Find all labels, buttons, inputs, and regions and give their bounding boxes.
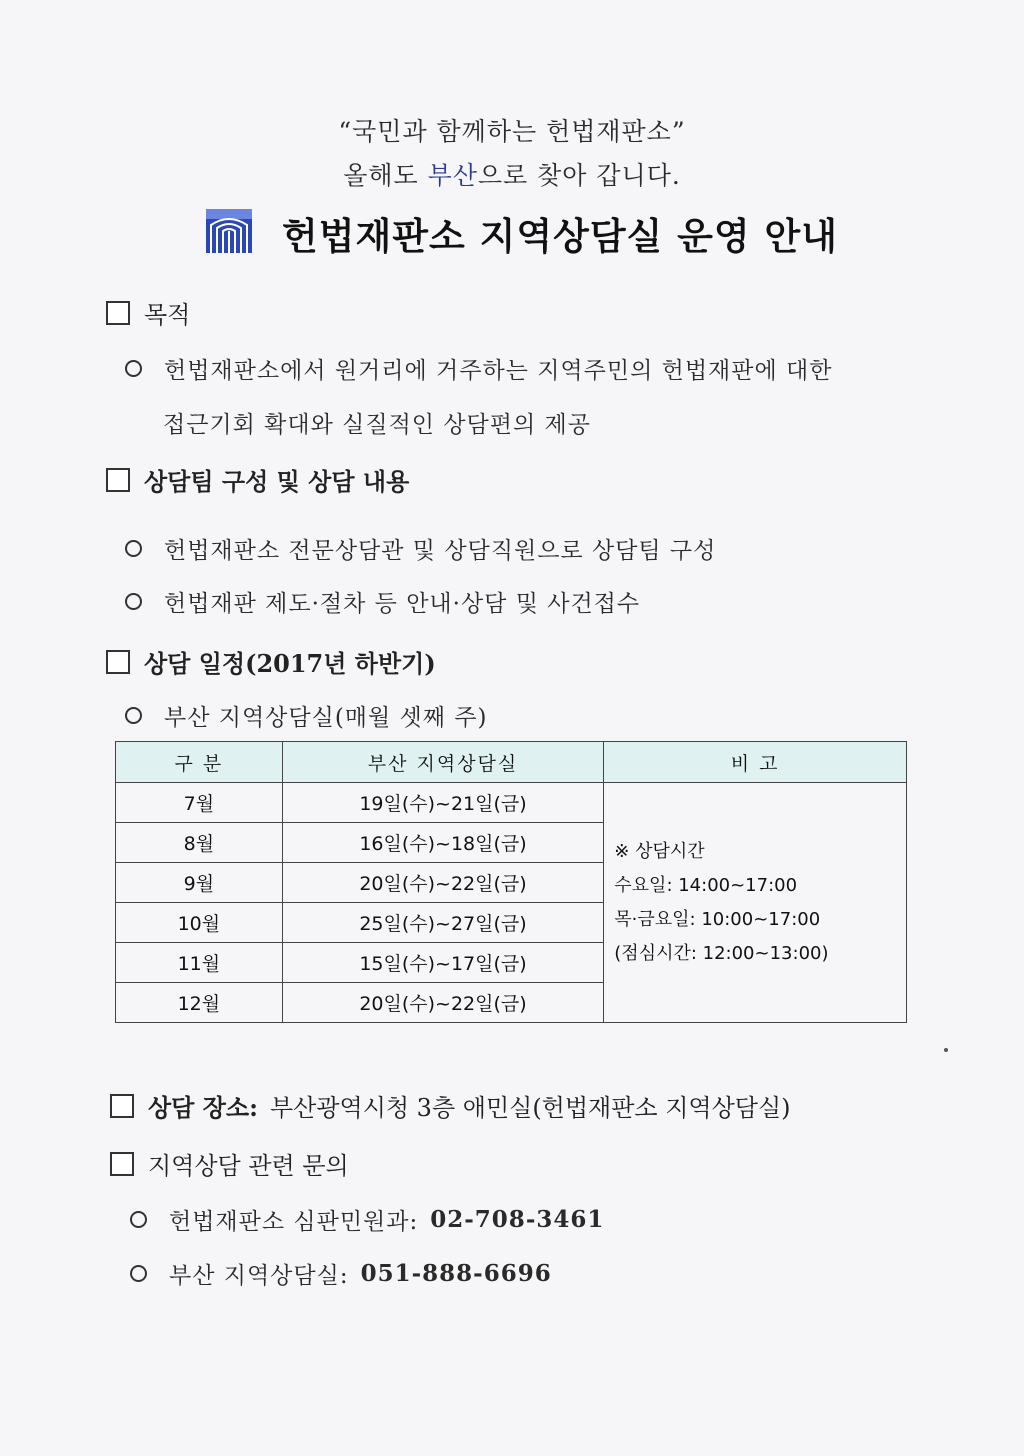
month-cell: 7월 <box>116 783 283 823</box>
circle-bullet-icon <box>130 1211 147 1228</box>
contact-phone: 02-708-3461 <box>430 1206 605 1233</box>
subtitle-after: 으로 찾아 갑니다. <box>477 161 681 190</box>
dates-cell: 25일(수)~27일(금) <box>282 903 604 943</box>
note-title: ※ 상담시간 <box>614 840 705 862</box>
circle-bullet-icon <box>125 360 142 377</box>
purpose-line2: 접근기회 확대와 실질적인 상담편의 제공 <box>163 412 591 438</box>
checkbox-icon <box>106 301 130 325</box>
section-schedule-heading: 상담 일정(2017년 하반기) <box>144 649 436 678</box>
schedule-sub <box>125 699 488 732</box>
month-cell: 9월 <box>116 863 283 903</box>
column-header: 비 고 <box>604 742 907 783</box>
section-team <box>106 462 409 497</box>
note-line: 목·금요일: 10:00~17:00 <box>614 908 821 930</box>
column-header: 부산 지역상담실 <box>282 742 604 783</box>
title-text: 헌법재판소 지역상담실 운영 안내 <box>282 215 839 258</box>
location-label: 상담 장소: <box>148 1093 258 1122</box>
table-row <box>116 783 907 823</box>
circle-bullet-icon <box>125 593 142 610</box>
team-item-text: 헌법재판 제도·절차 등 안내·상담 및 사건접수 <box>164 591 641 617</box>
contact-item <box>130 1257 552 1290</box>
dates-cell: 19일(수)~21일(금) <box>282 783 604 823</box>
contact-item <box>130 1203 604 1236</box>
page-title <box>206 205 838 261</box>
scan-speck <box>944 1048 948 1052</box>
location-value: 부산광역시청 3층 애민실(헌법재판소 지역상담실) <box>269 1094 791 1122</box>
dates-cell: 20일(수)~22일(금) <box>282 983 604 1023</box>
team-item-text: 헌법재판소 전문상담관 및 상담직원으로 상담팀 구성 <box>164 538 717 564</box>
subtitle <box>0 156 1024 192</box>
subtitle-before: 올해도 <box>343 161 428 190</box>
contact-label: 부산 지역상담실: <box>169 1263 349 1289</box>
section-purpose <box>106 295 190 330</box>
purpose-item <box>125 352 832 385</box>
note-line: (점심시간: 12:00~13:00) <box>614 942 829 964</box>
table-header-row <box>116 742 907 783</box>
contact-label: 헌법재판소 심판민원과: <box>169 1209 419 1235</box>
section-schedule <box>106 644 436 679</box>
section-contact-heading: 지역상담 관련 문의 <box>148 1152 349 1180</box>
dates-cell: 20일(수)~22일(금) <box>282 863 604 903</box>
court-logo-icon <box>206 209 282 257</box>
section-purpose-heading: 목적 <box>144 301 191 329</box>
section-contact <box>110 1146 349 1181</box>
month-cell: 8월 <box>116 823 283 863</box>
dates-cell: 15일(수)~17일(금) <box>282 943 604 983</box>
month-cell: 12월 <box>116 983 283 1023</box>
month-cell: 10월 <box>116 903 283 943</box>
schedule-table <box>115 741 907 1023</box>
checkbox-icon <box>106 468 130 492</box>
subtitle-highlight: 부산 <box>427 161 478 190</box>
schedule-sub-text: 부산 지역상담실(매월 셋째 주) <box>164 705 488 731</box>
dates-cell: 16일(수)~18일(금) <box>282 823 604 863</box>
circle-bullet-icon <box>125 540 142 557</box>
checkbox-icon <box>110 1152 134 1176</box>
purpose-line1: 헌법재판소에서 원거리에 거주하는 지역주민의 헌법재판에 대한 <box>164 358 833 384</box>
month-cell: 11월 <box>116 943 283 983</box>
contact-phone: 051-888-6696 <box>360 1260 552 1287</box>
column-header: 구 분 <box>116 742 283 783</box>
slogan: “국민과 함께하는 헌법재판소” <box>338 117 686 146</box>
circle-bullet-icon <box>130 1265 147 1282</box>
team-item <box>125 585 640 618</box>
circle-bullet-icon <box>125 707 142 724</box>
note-cell <box>604 783 907 1023</box>
section-location <box>110 1088 791 1123</box>
section-team-heading: 상담팀 구성 및 상담 내용 <box>144 467 410 496</box>
checkbox-icon <box>106 650 130 674</box>
note-line: 수요일: 14:00~17:00 <box>614 874 798 896</box>
checkbox-icon <box>110 1094 134 1118</box>
team-item <box>125 532 716 565</box>
